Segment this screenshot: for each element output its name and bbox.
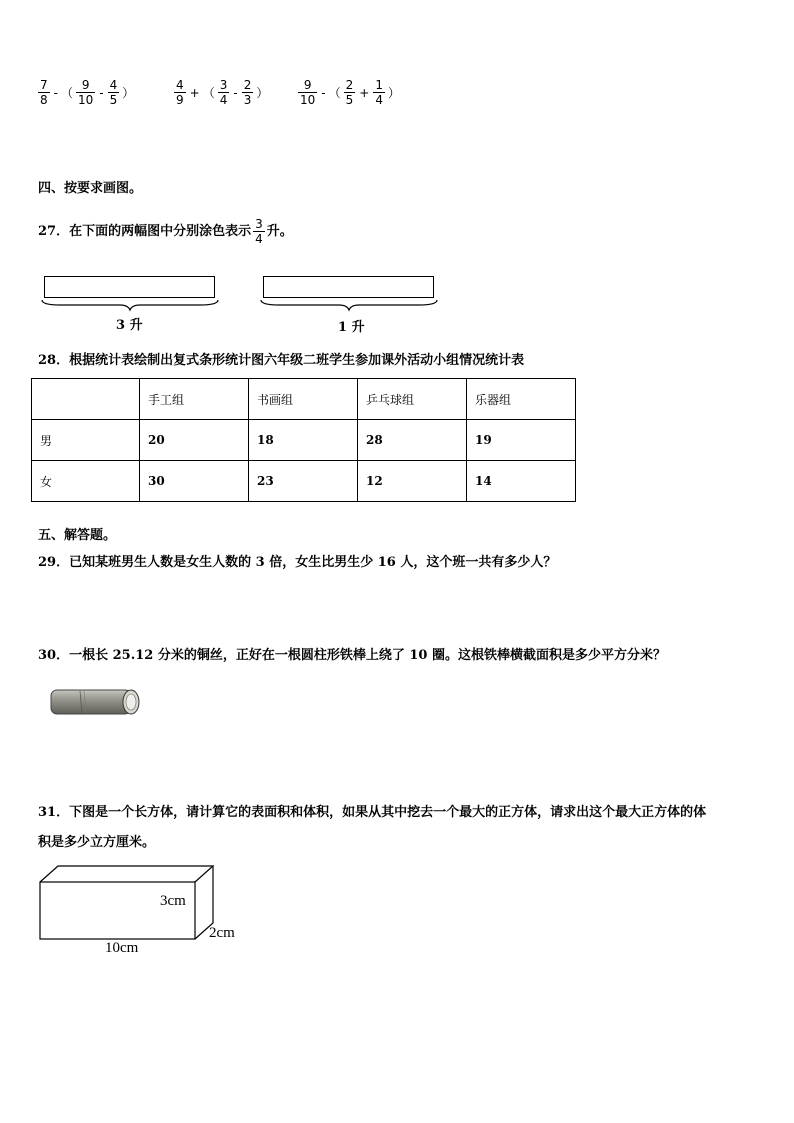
header-cell: 手工组 [140, 379, 249, 420]
table-cell: 12 [358, 461, 467, 502]
table-cell: 30 [140, 461, 249, 502]
fraction: $\frac{3}{4}$ [219, 78, 228, 107]
fraction: $\frac{9}{10}$ [78, 78, 94, 107]
cuboid-diagram [36, 864, 216, 944]
fraction: $\frac{3}{4}$ [255, 217, 263, 246]
table-cell: 20 [140, 420, 249, 461]
expression-2: $\frac{4}{9}$ + （ $\frac{3}{4}$ - $\frac{2}{3}$ ） [176, 78, 269, 107]
row-label: 女 [32, 461, 140, 502]
bar-1l-label: 1 升 [338, 320, 365, 335]
capacity-bar-3l[interactable] [44, 276, 215, 298]
row-label: 男 [32, 420, 140, 461]
fraction: $\frac{2}{3}$ [243, 78, 252, 107]
question-28: 28．根据统计表绘制出复式条形统计图六年级二班学生参加课外活动小组情况统计表 [38, 353, 525, 368]
table-cell: 19 [467, 420, 576, 461]
table-cell: 23 [249, 461, 358, 502]
brace-1l [259, 298, 439, 312]
section-5-title: 五、解答题。 [38, 528, 117, 543]
table-cell: 14 [467, 461, 576, 502]
dimension-depth: 2cm [209, 925, 235, 941]
expression-3: $\frac{9}{10}$ - （ $\frac{2}{5}$ + $\frac{1}{4}$ ） [300, 78, 400, 107]
question-27-suffix: 升。 [266, 223, 293, 239]
table-cell: 28 [358, 420, 467, 461]
bar-3l-label: 3 升 [116, 318, 143, 333]
fraction: $\frac{9}{10}$ [300, 78, 316, 107]
dimension-length: 10cm [105, 940, 139, 956]
fraction: $\frac{4}{5}$ [109, 78, 118, 107]
question-27-text: 27．在下面的两幅图中分别涂色表示 [38, 223, 252, 239]
brace-3l [40, 298, 220, 312]
fraction: $\frac{7}{8}$ [40, 78, 48, 107]
header-cell: 乐器组 [467, 379, 576, 420]
expression-1: $\frac{7}{8}$ - （ $\frac{9}{10}$ - $\frac{4}{5}$ ） [40, 78, 135, 107]
question-31-line-1: 31．下图是一个长方体，请计算它的表面积和体积，如果从其中挖去一个最大的正方体，请求出这个最大正方体的体 [38, 805, 707, 820]
table-header-row [32, 379, 576, 420]
question-31-line-2: 积是多少立方厘米。 [38, 835, 156, 850]
fraction: $\frac{1}{4}$ [375, 78, 383, 107]
statistics-table [31, 378, 576, 502]
section-4-title: 四、按要求画图。 [38, 181, 143, 196]
fraction: $\frac{2}{5}$ [345, 78, 354, 107]
table-row [32, 420, 576, 461]
dimension-height: 3cm [160, 893, 186, 909]
table-row [32, 461, 576, 502]
header-cell: 书画组 [249, 379, 358, 420]
fraction: $\frac{4}{9}$ [176, 78, 184, 107]
header-cell: 乒乓球组 [358, 379, 467, 420]
question-29: 29．已知某班男生人数是女生人数的 3 倍，女生比男生少 16 人，这个班一共有多少人？ [38, 555, 557, 570]
question-30: 30．一根长 25.12 分米的铜丝，正好在一根圆柱形铁棒上绕了 10 圈。这根铁棒横截面积是多少平方分米？ [38, 648, 666, 663]
capacity-bar-1l[interactable] [263, 276, 434, 298]
question-27 [38, 217, 293, 246]
iron-rod-image [46, 687, 142, 717]
table-corner-cell [32, 379, 140, 420]
table-cell: 18 [249, 420, 358, 461]
